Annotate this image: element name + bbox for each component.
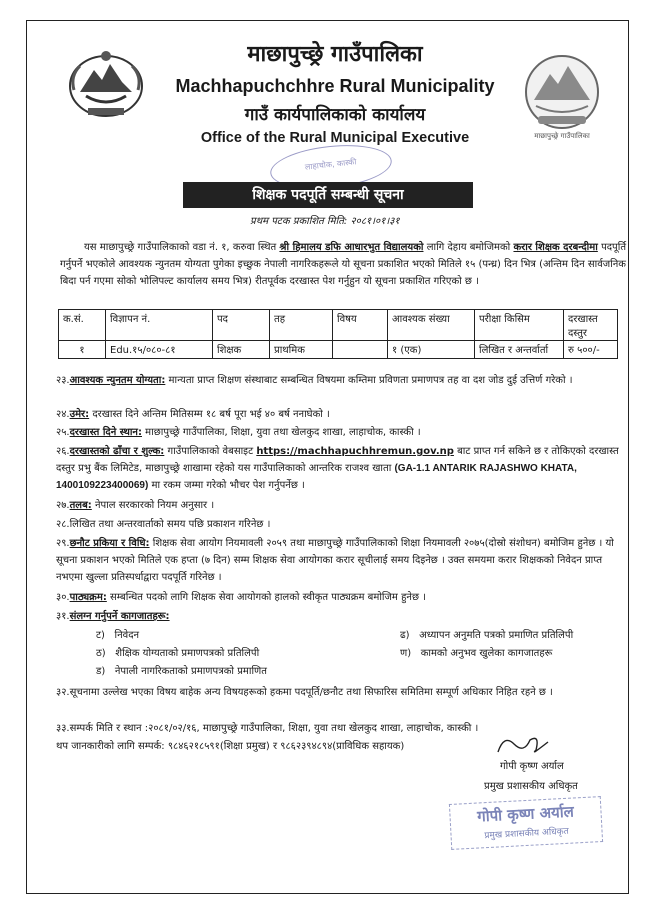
table-cell: Edu.१५/०८०-८१ <box>106 341 213 359</box>
item-schedule: २८.लिखित तथा अन्तरवार्ताको समय पछि प्रकाशन गरिनेछ । <box>56 519 271 530</box>
notice-title: शिक्षक पदपूर्ति सम्बन्धी सूचना <box>183 182 473 208</box>
doc-item: ढ) अध्यापन अनुमति पत्रको प्रमाणित प्रतिलिपी <box>400 630 574 641</box>
item-qualification: २३.आवश्यक न्युनतम योग्यता: मान्यता प्राप्त शिक्षण संस्थाबाट सम्बन्धित विषयमा कम्तिमा प्रविणता प्रमाणपत्र तह वा दश जोड दुई उत्तिर्ण गरेको । <box>56 375 573 386</box>
table-cell: प्राथमिक <box>270 341 333 359</box>
item-contact-date: ३३.सम्पर्क मिति र स्थान :२०८१/०२/१६, माछापुच्छ्रे गाउँपालिका, शिक्षा, युवा तथा खेलकुद शाखा, लाहाचोक, कास्की । <box>56 723 479 734</box>
table-cell: शिक्षक <box>213 341 270 359</box>
nepal-emblem-icon <box>66 46 146 120</box>
table-cell: लिखित र अन्तर्वार्ता <box>475 341 564 359</box>
doc-item: ड) नेपाली नागरिकताको प्रमाणपत्रको प्रमाणित <box>96 666 267 677</box>
doc-item: ट) निवेदन <box>96 630 140 641</box>
published-date: प्रथम पटक प्रकाशित मिति: २०८१।०१।३१ <box>250 216 400 227</box>
municipality-logo-icon <box>520 52 604 144</box>
table-header: पद <box>213 310 270 341</box>
signature-icon <box>490 730 560 758</box>
name-stamp: गोपी कृष्ण अर्याल प्रमुख प्रशासकीय अधिकृत <box>449 796 603 850</box>
item-age: २४.उमेर: दरखास्त दिने अन्तिम मितिसम्म १८ बर्ष पूरा भई ४० बर्ष ननाघेको । <box>56 409 330 420</box>
municipality-name-np: माछापुच्छ्रे गाउँपालिका <box>247 42 423 67</box>
post-type: करार शिक्षक दरबन्दीमा <box>513 242 598 253</box>
table-header: तह <box>270 310 333 341</box>
contact-info: थप जानकारीको लागि सम्पर्क: ९८४६२१८५९१(शिक्षा प्रमुख) र ९८६२३९४८९४(प्राविधिक सहायक) <box>56 741 405 752</box>
office-stamp: लाहाचोक, कास्की <box>268 140 394 195</box>
table-cell <box>333 341 388 359</box>
svg-text:माछापुच्छ्रे गाउँपालिका: माछापुच्छ्रे गाउँपालिका <box>534 132 590 140</box>
school-name: श्री हिमालय डफि आधारभुत विद्यालयको <box>279 242 424 253</box>
vacancy-table <box>58 309 618 359</box>
item-authority: ३२.सूचनामा उल्लेख भएका विषय बाहेक अन्य विषयहरूको हकमा पदपूर्ति/छनौट तथा सिफारिस समितिमा सम्पूर्ण अधिकार निहित रहने छ । <box>56 687 553 698</box>
item-syllabus: ३०.पाठ्यक्रम: सम्बन्धित पदको लागि शिक्षक सेवा आयोगको हालको स्वीकृत पाठ्यक्रम बमोजिम हुनेछ । <box>56 592 426 603</box>
item-salary: २७.तलब: नेपाल सरकारको नियम अनुसार । <box>56 500 215 511</box>
office-name-en: Office of the Rural Municipal Executive <box>200 130 470 146</box>
doc-item: ण) कामको अनुभव खुलेका कागजातहरू <box>400 648 553 659</box>
table-header: आवश्यक संख्या <box>388 310 475 341</box>
table-cell: रु ५००/- <box>564 341 618 359</box>
office-name-np: गाउँ कार्यपालिकाको कार्यालय <box>244 105 426 125</box>
table-header: क.सं. <box>59 310 106 341</box>
table-row <box>59 341 618 359</box>
item-place: २५.दरखास्त दिने स्थान: माछापुच्छ्रे गाउँपालिका, शिक्षा, युवा तथा खेलकुद शाखा, लाहाचोक, कास्की । <box>56 427 421 438</box>
item-selection: २९.छनौट प्रकिया र विधि: शिक्षक सेवा आयोग नियमावली २०५९ तथा माछापुच्छ्रे गाउँपालिकाको शिक्षा नियमावली २०७५(दोस्रो संशोधन) बमोजिम हुनेछ । यो सूचना प्रकाशन भएको मितिले एक हप्ता (७ दिन) सम्म शिक्षक सेवा आयोगका करार सूचीलाई समय दिइनेछ । उक्त समयमा करार शिक्षकको निवेदन प्राप्त नभएमा खुल्ला प्रतिस्पर्धाद्वारा पदपूर्ति गरिनेछ । <box>56 538 614 583</box>
table-header: परीक्षा किसिम <box>475 310 564 341</box>
table-header-row <box>59 310 618 341</box>
signatory-name: गोपी कृष्ण अर्याल <box>500 761 564 772</box>
table-header: विषय <box>333 310 388 341</box>
website-link: https://machhapuchhremun.gov.np <box>256 446 454 457</box>
municipality-name-en: Machhapuchchhre Rural Municipality <box>175 76 495 96</box>
table-header: विज्ञापन नं. <box>106 310 213 341</box>
signatory-title: प्रमुख प्रशासकीय अधिकृत <box>484 781 578 792</box>
doc-item: ठ) शैक्षिक योग्यताको प्रमाणपत्रको प्रतिलिपी <box>96 648 260 659</box>
item-documents: ३१.संलग्न गर्नुपर्ने कागजातहरू: <box>56 611 170 622</box>
item-format-fee: २६.दरखास्तको ढाँचा र शुल्क: गाउँपालिकाको वेबसाइट https://machhapuchhremun.gov.np बाट प्राप्त गर्न सकिने छ र तोकिएको दरखास्त दस्तुर प्रभु बैंक लिमिटेड, माछापुच्छ्रे शाखामा रहेको यस गाउँपालिकाको आन्तरिक राजश्व खाता (GA-1.1 ANTARIK RAJASHWO KHATA, 1400109223400069) मा रकम जम्मा गरेको भौचर पेश गर्नुपर्नेछ । <box>56 446 619 491</box>
table-header: दरखास्त दस्तुर <box>564 310 618 341</box>
table-cell: १ <box>59 341 106 359</box>
intro-paragraph: यस माछापुच्छ्रे गाउँपालिकाको वडा नं. १, करुवा स्थित श्री हिमालय डफि आधारभुत विद्यालयको लागि देहाय बमोजिमको करार शिक्षक दरबन्दीमा पदपूर्ति गर्नुपर्ने भएकोले आवश्यक न्युनतम योग्यता पुगेका इच्छुक नेपाली नागरिकहरूले यो सूचना प्रकाशित भएको मितिले १५ (पन्ध्र) दिन भित्र (अन्तिम दिन सार्वजनिक बिदा पर्न गएमा सोको भोलिपल्ट कार्यालय समय भित्र) रीतपूर्वक दरखास्त पेश गर्नुहुन यो सूचना प्रकाशित गरिएको छ । <box>60 242 627 287</box>
table-cell: १ (एक) <box>388 341 475 359</box>
